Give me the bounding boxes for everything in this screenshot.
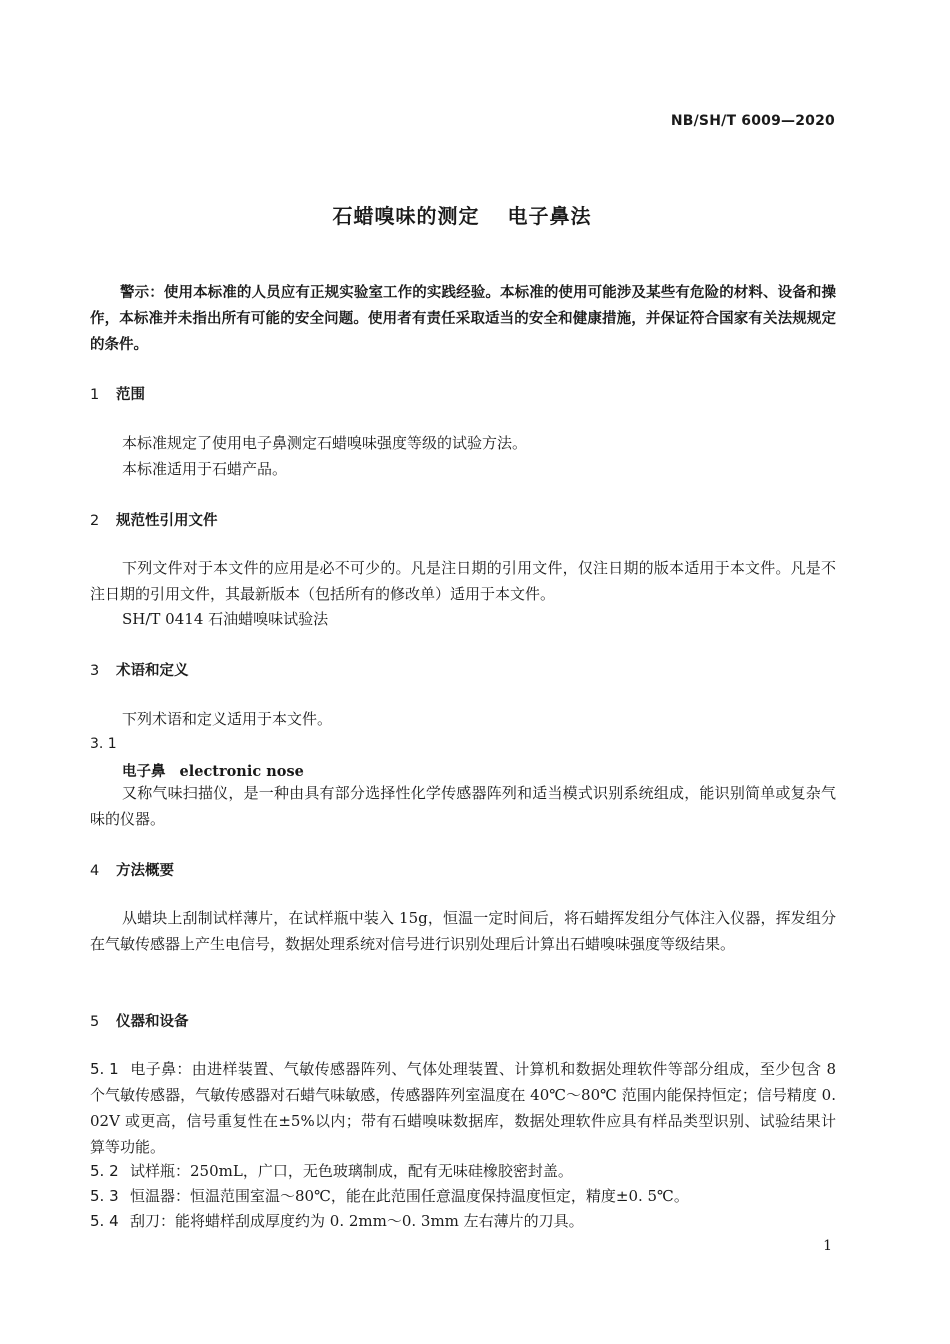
section-title: 规范性引用文件 — [116, 513, 218, 529]
section-number: 4 — [90, 863, 100, 879]
item-number: 5. 1 — [90, 1060, 119, 1078]
section-number: 3 — [90, 663, 100, 679]
equipment-item-5-3 — [90, 1183, 836, 1209]
section-1-para-1: 本标准规定了使用电子鼻测定石蜡嗅味强度等级的试验方法。 — [122, 434, 528, 452]
section-number: 1 — [90, 387, 100, 403]
warning-text: 警示：使用本标准的人员应有正规实验室工作的实践经验。本标准的使用可能涉及某些有危险的材料、设备和操作，本标准并未指出所有可能的安全问题。使用者有责任采取适当的安全和健康措施，并保证符合国家有关法规规定的条件。 — [90, 285, 836, 353]
title-method: 电子鼻法 — [507, 204, 592, 228]
term-title — [122, 760, 304, 781]
item-text: 恒温器：恒温范围室温～80℃，能在此范围任意温度保持温度恒定，精度±0. 5℃。 — [130, 1187, 689, 1205]
term-english: electronic nose — [179, 763, 304, 780]
item-number: 5. 3 — [90, 1187, 119, 1205]
equipment-item-5-1 — [90, 1056, 836, 1160]
item-text: 试样瓶：250mL，广口，无色玻璃制成，配有无味硅橡胶密封盖。 — [130, 1162, 573, 1180]
section-number: 5 — [90, 1014, 100, 1030]
section-5-heading — [90, 1010, 189, 1031]
section-title: 术语和定义 — [116, 663, 189, 679]
term-definition: 又称气味扫描仪，是一种由具有部分选择性化学传感器阵列和适当模式识别系统组成，能识别简单或复杂气味的仪器。 — [90, 784, 836, 828]
section-number: 2 — [90, 513, 100, 529]
section-3-para-1: 下列术语和定义适用于本文件。 — [122, 710, 333, 728]
item-text: 电子鼻：由进样装置、气敏传感器阵列、气体处理装置、计算机和数据处理软件等部分组成，至少包含 8 个气敏传感器，气敏传感器对石蜡气味敏感，传感器阵列室温度在 40℃～80℃ 范围内能保持恒定；信号精度 0. 02V 或更高，信号重复性在±5%以内；带有石蜡嗅味数据库，数据处理软件应具有样品类型识别、试验结果计算等功能。 — [90, 1060, 836, 1156]
section-2-reference: SH/T 0414 石油蜡嗅味试验法 — [122, 610, 329, 628]
section-4-heading — [90, 859, 174, 880]
item-number: 5. 4 — [90, 1212, 119, 1230]
page-number: 1 — [823, 1238, 832, 1254]
title-main: 石蜡嗅味的测定 — [332, 204, 480, 228]
document-title — [0, 200, 924, 229]
standard-code: NB/SH/T 6009—2020 — [670, 113, 835, 129]
equipment-item-5-4 — [90, 1208, 836, 1234]
section-2-para-1: 下列文件对于本文件的应用是必不可少的。凡是注日期的引用文件，仅注日期的版本适用于本文件。凡是不注日期的引用文件，其最新版本（包括所有的修改单）适用于本文件。 — [90, 559, 836, 603]
item-text: 刮刀：能将蜡样刮成厚度约为 0. 2mm～0. 3mm 左右薄片的刀具。 — [130, 1212, 584, 1230]
section-1-para-2: 本标准适用于石蜡产品。 — [122, 460, 288, 478]
section-3-heading — [90, 659, 189, 680]
section-1-heading — [90, 383, 145, 404]
section-title: 范围 — [116, 387, 145, 403]
equipment-item-5-2 — [90, 1158, 836, 1184]
term-number: 3. 1 — [90, 736, 117, 752]
term-chinese: 电子鼻 — [122, 764, 166, 780]
section-title: 仪器和设备 — [116, 1014, 189, 1030]
item-number: 5. 2 — [90, 1162, 119, 1180]
section-4-para-1: 从蜡块上刮制试样薄片，在试样瓶中装入 15g，恒温一定时间后，将石蜡挥发组分气体注入仪器，挥发组分在气敏传感器上产生电信号，数据处理系统对信号进行识别处理后计算出石蜡嗅味强度等级结果。 — [90, 909, 836, 953]
section-2-heading — [90, 509, 218, 530]
section-title: 方法概要 — [116, 863, 174, 879]
